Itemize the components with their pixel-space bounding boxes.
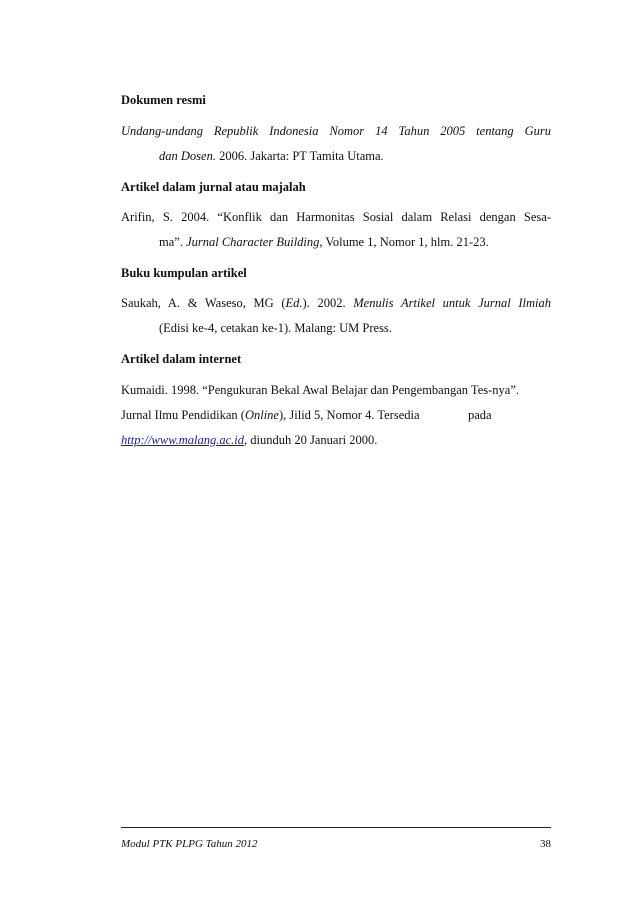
- reference-text: , diunduh 20 Januari 2000.: [244, 433, 378, 447]
- reference-line: [121, 210, 551, 225]
- reference-text: Arifin, S. 2004. “Konflik dan Harmonitas Sosial dalam Relasi dengan Sesa-: [121, 210, 551, 224]
- book-title: Menulis Artikel untuk Jurnal Ilmiah: [353, 296, 551, 310]
- reference-text: Jurnal Ilmu Pendidikan (: [121, 408, 245, 422]
- reference-line: [159, 149, 384, 164]
- reference-line: [121, 383, 519, 398]
- section-heading-artikel-jurnal: Artikel dalam jurnal atau majalah: [121, 180, 306, 194]
- page-number: 38: [540, 838, 551, 850]
- reference-title: Undang-undang Republik Indonesia Nomor 14 Tahun 2005 tentang Guru: [121, 124, 551, 138]
- reference-line: [159, 321, 392, 336]
- footer-divider: [121, 827, 551, 828]
- reference-text: (Edisi ke-4, cetakan ke-1). Malang: UM Press.: [159, 321, 392, 335]
- journal-title: Jurnal Character Building,: [186, 235, 323, 249]
- reference-text: ). 2002.: [302, 296, 354, 310]
- reference-text: ma”.: [159, 235, 187, 249]
- online-label: Online: [244, 408, 279, 422]
- reference-line: [121, 408, 420, 423]
- reference-text: Kumaidi. 1998. “Pengukuran Bekal Awal Belajar dan Pengembangan Tes-nya”.: [121, 383, 519, 397]
- reference-text: 2006. Jakarta: PT Tamita Utama.: [215, 149, 384, 163]
- section-heading-artikel-internet: Artikel dalam internet: [121, 352, 242, 366]
- footer-title: Modul PTK PLPG Tahun 2012: [121, 838, 258, 850]
- reference-text: ), Jilid 5, Nomor 4. Tersedia: [278, 408, 420, 422]
- reference-text: Saukah, A. & Waseso, MG (: [121, 296, 286, 310]
- reference-text-pada: pada: [468, 408, 492, 422]
- reference-title: dan Dosen.: [159, 149, 216, 163]
- reference-line: [159, 235, 489, 250]
- reference-text: Volume 1, Nomor 1, hlm. 21-23.: [322, 235, 489, 249]
- section-heading-dokumen-resmi: Dokumen resmi: [121, 93, 206, 107]
- reference-line: [121, 433, 377, 448]
- section-heading-buku-kumpulan: Buku kumpulan artikel: [121, 266, 247, 280]
- reference-line: [121, 124, 551, 139]
- reference-url-link[interactable]: http://www.malang.ac.id: [121, 433, 245, 447]
- reference-line: [121, 296, 551, 311]
- editor-abbrev: Ed.: [285, 296, 303, 310]
